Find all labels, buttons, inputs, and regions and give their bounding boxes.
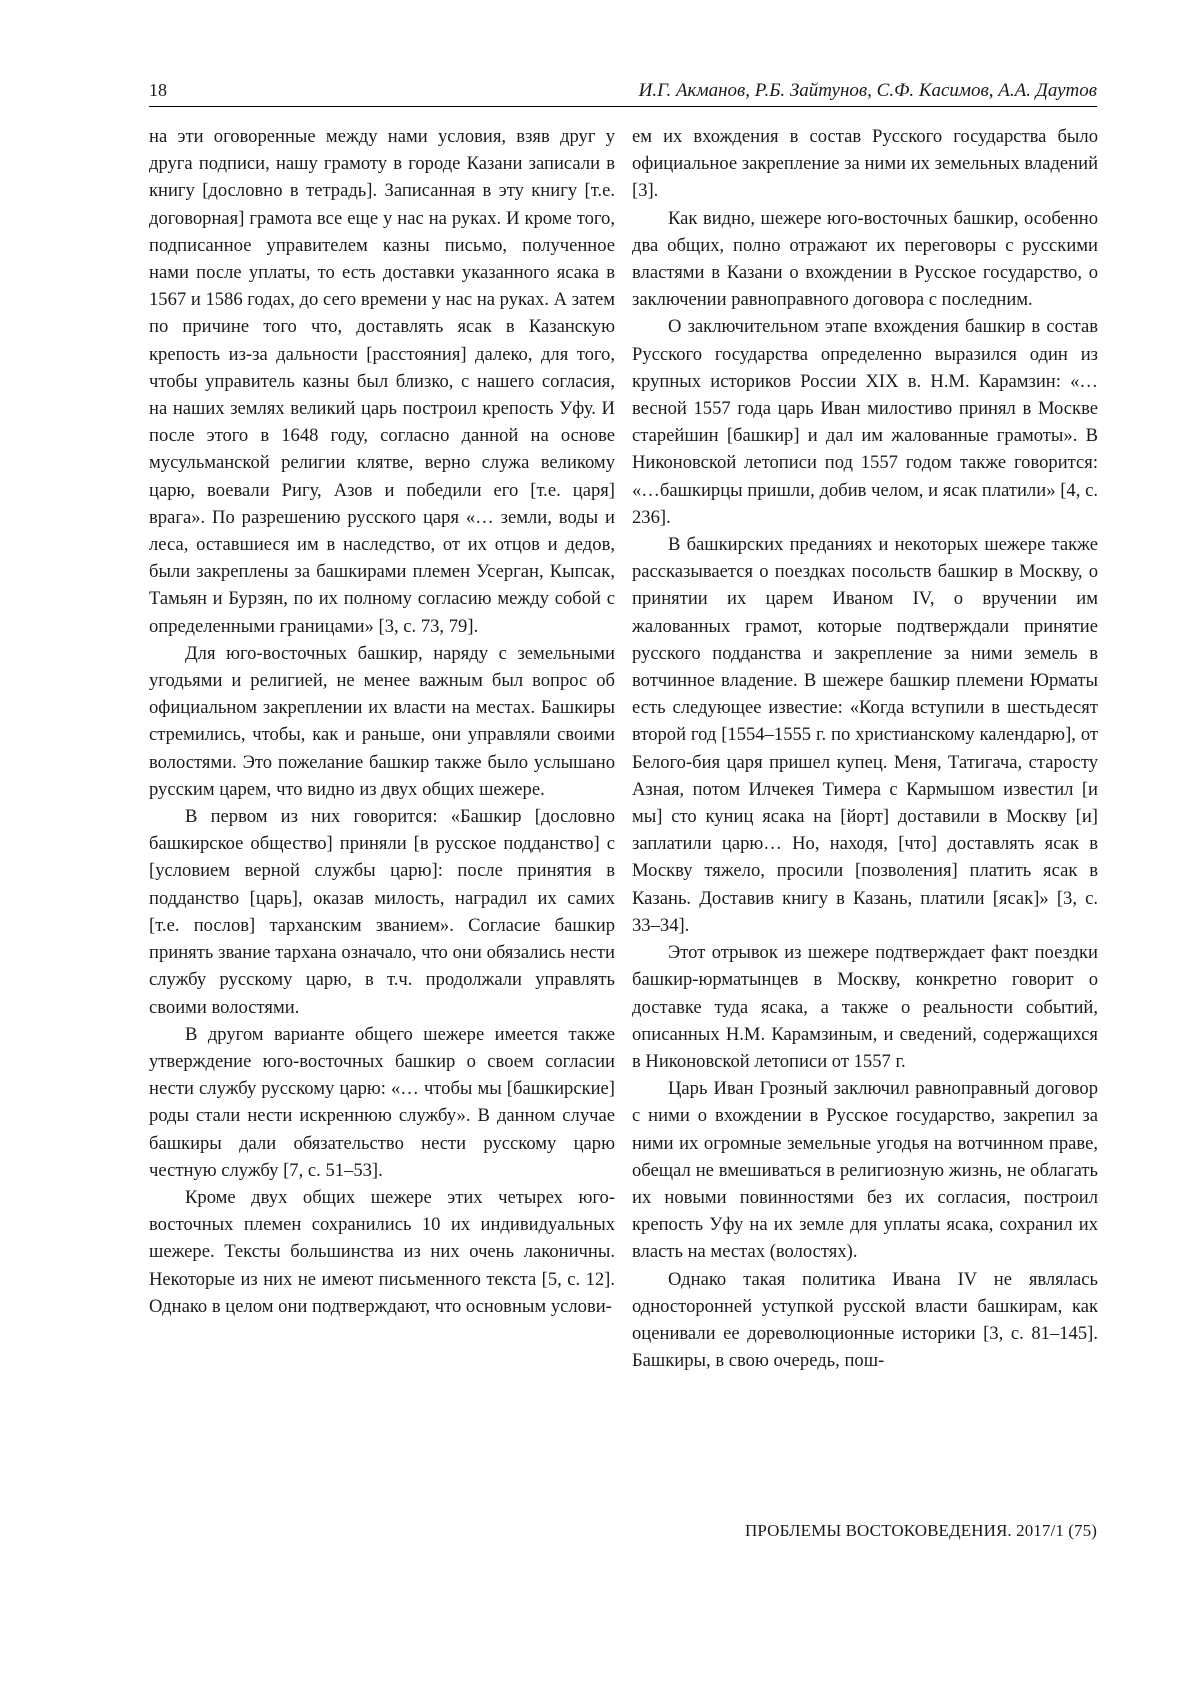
paragraph: Как видно, шежере юго-восточных башкир, особенно два общих, полно отражают их переговоры с русскими властями в Казани о вхождении в Русское государство, о заключении равноправного договора с последним. (632, 207, 1098, 311)
running-header (149, 78, 1097, 107)
paragraph: Этот отрывок из шежере подтверждает факт поездки башкир-юрматынцев в Москву, конкретно говорит о доставке туда ясака, а также о реальности событий, описанных Н.М. Карамзиным, и сведений, содержащихся в Никоновской летописи от 1557 г. (632, 942, 1098, 1072)
left-text-column (149, 123, 615, 1320)
paragraph: В башкирских преданиях и некоторых шежере также рассказывается о поездках посольств башкир в Москву, о принятии их царем Иваном IV, о вручении им жалованных грамот, которые подтверждали принятие русского подданства и закрепление за ними земель в вотчинное владение. В шежере башкир племени Юрматы есть следующее известие: «Когда вступили в шестьдесят второй год [1554–1555 г. по христианскому календарю], от Белого-бия царя пришел купец. Меня, Татигача, старосту Азная, потом Илчекея Тимера с Кармышом известил [и мы] сто куниц ясака на [йорт] доставили в Москву [и] заплатили царю… Но, находя, [что] доставлять ясак в Москву тяжело, просили [позволения] платить ясак в Казань. Доставив книгу в Казань, платили [ясак]» [3, с. 33–34]. (632, 534, 1098, 936)
paragraph: В другом варианте общего шежере имеется также утверждение юго-восточных башкир о своем согласии нести службу русскому царю: «… чтобы мы [башкирские] роды стали нести искреннюю службу». В данном случае башкиры дали обязательство нести русскому царю честную службу [7, с. 51–53]. (149, 1023, 615, 1181)
paragraph: на эти оговоренные между нами условия, взяв друг у друга подписи, нашу грамоту в городе Казани записали в книгу [дословно в тетрадь]. Записанная в эту книгу [т.е. договорная] грамота все еще у нас на руках. И кроме того, подписанное управителем казны письмо, полученное нами после уплаты, то есть доставки указанного ясака в 1567 и 1586 годах, до сего времени у нас на руках. А затем по причине того что, доставлять ясак в Казанскую крепость из-за дальности [расстояния] далеко, для того, чтобы управитель казны был близко, с нашего согласия, на наших землях великий царь построил крепость Уфу. И после этого в 1648 году, согласно данной на основе мусульманской религии клятве, верно служа великому царю, воевали Ригу, Азов и победили его [т.е. царя] врага». По разрешению русского царя «… земли, воды и леса, оставшиеся им в наследство, от их отцов и дедов, были закреплены за башкирами племен Усерган, Кыпсак, Тамьян и Бурзян, по их полному согласию между собой с определенными границами» [3, с. 73, 79]. (149, 126, 615, 637)
journal-footer: ПРОБЛЕМЫ ВОСТОКОВЕДЕНИЯ. 2017/1 (75) (745, 1521, 1097, 1540)
paragraph: Для юго-восточных башкир, наряду с земельными угодьями и религией, не менее важным был вопрос об официальном закреплении их власти на местах. Башкиры стремились, чтобы, как и раньше, они управляли своими волостями. Это пожелание башкир также было услышано русским царем, что видно из двух общих шежере. (149, 642, 615, 800)
header-authors: И.Г. Акманов, Р.Б. Зайтунов, С.Ф. Касимов, А.А. Даутов (638, 80, 1097, 101)
paragraph: ем их вхождения в состав Русского государства было официальное закрепление за ними их земельных владений [3]. (632, 126, 1099, 202)
paragraph: О заключительном этапе вхождения башкир в состав Русского государства определенно выразился один из крупных историков России XIX в. Н.М. Карамзин: «…весной 1557 года царь Иван милостиво принял в Москве старейшин [башкир] и дал им жалованные грамоты». В Никоновской летописи под 1557 годом также говорится: «…башкирцы пришли, добив челом, и ясак платили» [4, с. 236]. (632, 316, 1098, 528)
right-text-column (632, 123, 1098, 1374)
paragraph: В первом из них говорится: «Башкир [дословно башкирское общество] приняли [в русское подданство] с [условием верной службы царю]: после принятия в подданство [царь], оказав милость, наградил их самих [т.е. послов] тарханским званием». Согласие башкир принять звание тархана означало, что они обязались нести службу русскому царю, в т.ч. продолжали управлять своими волостями. (149, 806, 615, 1018)
page-number: 18 (149, 80, 167, 100)
paragraph: Царь Иван Грозный заключил равноправный договор с ними о вхождении в Русское государство, закрепил за ними их огромные земельные угодья на вотчинном праве, обещал не вмешиваться в религиозную жизнь, не облагать их новыми повинностями без их согласия, построил крепость Уфу на их земле для уплаты ясака, сохранил их власть на местах (волостях). (632, 1078, 1098, 1263)
paragraph: Однако такая политика Ивана IV не являлась односторонней уступкой русской власти башкирам, как оценивали ее дореволюционные историки [3, с. 81–145]. Башкиры, в свою очередь, пош- (632, 1268, 1098, 1372)
paragraph: Кроме двух общих шежере этих четырех юго-восточных племен сохранились 10 их индивидуальных шежере. Тексты большинства из них очень лаконичны. Некоторые из них не имеют письменного текста [5, с. 12]. Однако в целом они подтверждают, что основным услови- (149, 1186, 615, 1317)
